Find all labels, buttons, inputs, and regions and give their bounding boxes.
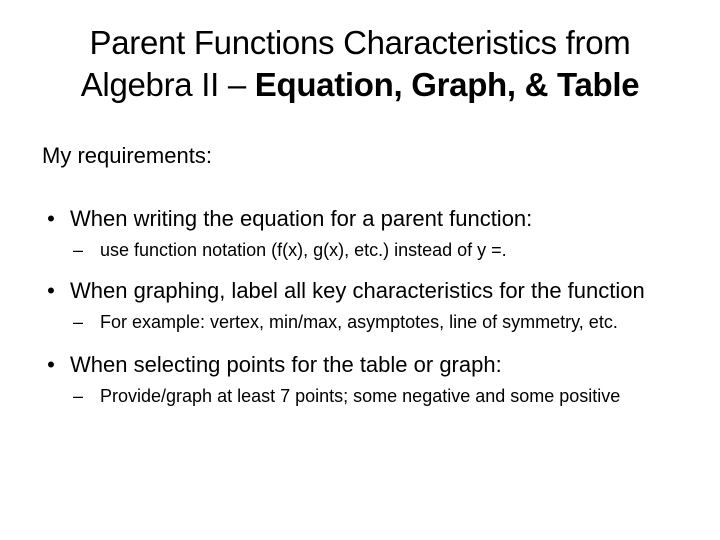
bullet-text: When writing the equation for a parent function:: [70, 206, 533, 231]
sub-bullet-item: [40, 239, 690, 261]
sub-bullet-marker: –: [73, 240, 84, 260]
requirements-list: [40, 200, 690, 407]
sub-bullet-item: [40, 311, 690, 333]
bullet-text: When graphing, label all key characteristics for the function: [70, 278, 645, 303]
sub-bullet-marker: –: [73, 386, 84, 406]
bullet-marker: •: [47, 352, 55, 377]
title-line-2-plain: Algebra II –: [80, 66, 255, 103]
sub-bullet-text: For example: vertex, min/max, asymptotes, line of symmetry, etc.: [100, 312, 618, 332]
title-line-2-bold: Equation, Graph, & Table: [254, 66, 640, 103]
sub-bullet-text: use function notation (f(x), g(x), etc.) instead of y =.: [100, 240, 507, 260]
sub-bullet-text: Provide/graph at least 7 points; some negative and some positive: [100, 386, 621, 406]
bullet-item: [40, 207, 690, 231]
intro-text: My requirements:: [42, 143, 212, 168]
sub-bullet-marker: –: [73, 312, 84, 332]
bullet-marker: •: [47, 206, 55, 231]
sub-bullet-item: [40, 385, 690, 407]
bullet-item: [40, 353, 690, 377]
title-line-1: Parent Functions Characteristics from: [89, 24, 631, 61]
slide-title: [30, 22, 690, 106]
title-line-2: [30, 64, 690, 106]
bullet-text: When selecting points for the table or graph:: [70, 352, 502, 377]
bullet-item: [40, 279, 690, 303]
bullet-marker: •: [47, 278, 55, 303]
